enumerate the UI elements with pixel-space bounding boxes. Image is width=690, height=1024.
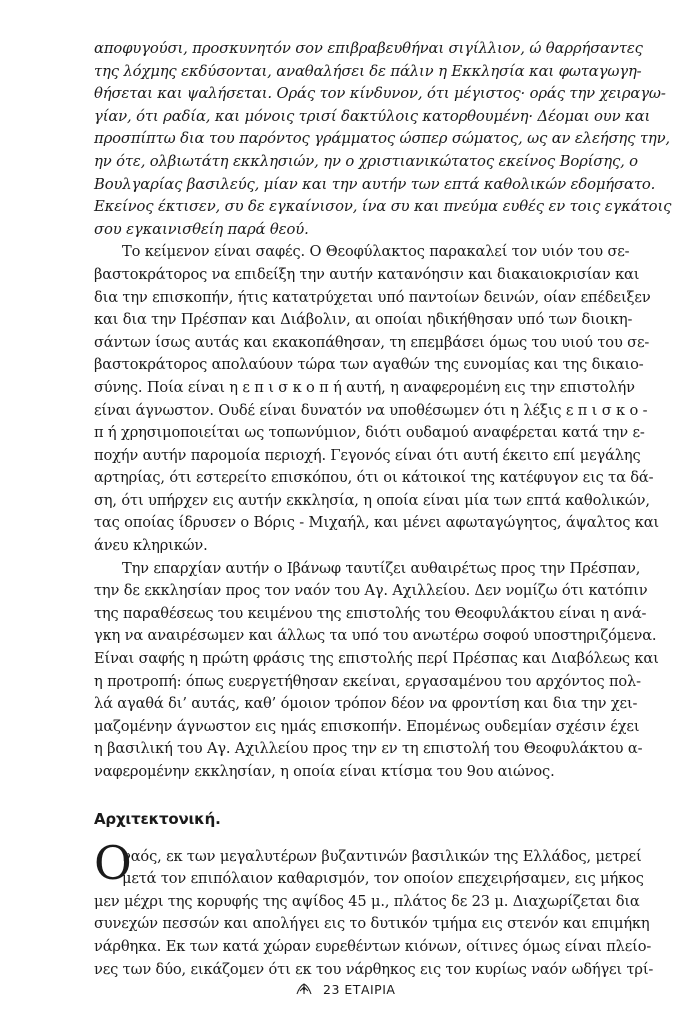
text-line: σάντων ίσως αυτάς και εκακοπάθησαν, τη επεμβάσει όμως του υιού του σε- (94, 333, 650, 351)
text-line: βαστοκράτορος απολαύουν τώρα των αγαθών της ευνομίας και της δικαιο- (94, 356, 644, 374)
page-footer (0, 982, 690, 997)
text-line: νες των δύο, εικάζομεν ότι εκ του νάρθηκος εις τον κυρίως ναόν ωδήγει τρί- (94, 960, 654, 978)
text-line: σου εγκαινισθείη παρά θεού. (94, 220, 309, 238)
text-line: ην ότε, ολβιωτάτη εκκλησιών, ην ο χριστιανικώτατος εκείνος Βορίσης, ο (94, 152, 638, 170)
text-line: Το κείμενον είναι σαφές. Ο Θεοφύλακτος παρακαλεί τον υιόν του σε- (122, 243, 630, 261)
text-line: τας οποίας ίδρυσεν ο Βόρις - Μιχαήλ, και μένει αφωταγώγητος, άψαλτος και (94, 514, 659, 532)
quoted-letter-excerpt (94, 38, 672, 241)
text-line: αποφυγούσι, προσκυνητόν σον επιβραβευθήναι σιγίλλιον, ώ θαρρήσαντες (94, 40, 643, 57)
text-line: νάρθηκα. Εκ των κατά χώραν ευρεθέντων κιόνων, οίτινες όμως είναι πλείο- (94, 937, 652, 955)
text-line: μεν μέχρι της κορυφής της αψίδος 45 μ., πλάτος δε 23 μ. Διαχωρίζεται δια (94, 892, 640, 910)
text-line: την δε εκκλησίαν προς τον ναόν του Αγ. Αχιλλείου. Δεν νομίζω ότι κατόπιν (94, 582, 648, 600)
architecture-section (94, 835, 654, 982)
text-line: της παραθέσεως του κειμένου της επιστολής του Θεοφυλάκτου είναι η ανά- (94, 604, 647, 622)
ornament-icon (295, 982, 313, 996)
text-line: Την επαρχίαν αυτήν ο Ιβάνωφ ταυτίζει αυθαιρέτως προς την Πρέσπαν, (122, 559, 641, 577)
drop-cap: Ο (94, 835, 132, 890)
text-line: άνευ κληρικών. (94, 537, 208, 555)
text-line: αρτηρίας, ότι εστερείτο επισκόπου, ότι οι κάτοικοί της κατέφυγον εις τα δά- (94, 469, 654, 487)
paragraph-commentary (94, 241, 659, 557)
text-line: Εκείνος έκτισεν, συ δε εγκαίνισον, ίνα συ και πνεύμα ευθές εν τοις εγκάτοις (94, 198, 672, 216)
page-body (94, 38, 672, 981)
text-line: ση, ότι υπήρχεν εις αυτήν εκκλησία, η οποία είναι μία των επτά καθολικών, (94, 491, 650, 509)
text-line: π ή χρησιμοποιείται ως τοπωνύμιον, διότι ουδαμού αναφέρεται κατά την ε- (94, 424, 645, 442)
text-line: της λόχμης εκδύσονται, αναθαλήσει δε πάλιν η Εκκλησία και φωταγωγη- (94, 62, 642, 80)
paragraph-architecture (94, 846, 654, 982)
text-line: συνεχών πεσσών και απολήγει εις το δυτικόν τμήμα εις στενόν και επιμήκη (94, 915, 650, 933)
text-line: θήσεται και ψαλήσεται. Οράς τον κίνδυνον, ότι μέγιστος· οράς την χειραγω- (94, 85, 666, 103)
text-line: ποχήν αυτήν παρομοία περιοχή. Γεγονός είναι ότι αυτή έκειτο επί μεγάλης (94, 446, 641, 464)
text-line: σύνης. Ποία είναι η ε π ι σ κ ο π ή αυτή, η αναφερομένη εις την επιστολήν (94, 378, 635, 396)
section-heading: Αρχιτεκτονική. (94, 809, 221, 828)
text-line: δια την επισκοπήν, ήτις κατατρύχεται υπό παντοίων δεινών, οίαν επέδειξεν (94, 288, 651, 306)
text-line: Βουλγαρίας βασιλεύς, μίαν και την αυτήν των επτά καθολικών εδομήσατο. (94, 175, 656, 193)
text-line: μαζομένην άγνωστον εις ημάς επισκοπήν. Επομένως ουδεμίαν σχέσιν έχει (94, 717, 640, 735)
text-line: λά αγαθά δι’ αυτάς, καθ’ όμοιον τρόπον δέον να φροντίση και δια την χει- (94, 695, 638, 713)
text-line: ναφερομένην εκκλησίαν, η οποία είναι κτίσμα του 9ου αιώνος. (94, 763, 555, 780)
text-line: είναι άγνωστον. Ουδέ είναι δυνατόν να υποθέσωμεν ότι η λέξις ε π ι σ κ ο - (94, 401, 648, 419)
text-line: η προτροπή: όπως ευεργετήθησαν εκείναι, εργασαμένου του αρχόντος πολ- (94, 672, 641, 690)
text-line: και δια την Πρέσπαν και Διάβολιν, αι οποίαι ηδικήθησαν υπό των διοικη- (94, 311, 633, 329)
text-line: γίαν, ότι ραδία, και μόνοις τρισί δακτύλοις κατορθουμένη· Δέομαι ουν και (94, 107, 651, 125)
text-line: βαστοκράτορος να επιδείξη την αυτήν κατανόησιν και διακαιοκρισίαν και (94, 265, 640, 283)
text-line: Είναι σαφής η πρώτη φράσις της επιστολής περί Πρέσπας και Διαβόλεως και (94, 650, 659, 668)
page-number: 23 (323, 982, 340, 997)
footer-label: ΕΤΑΙΡΙΑ (344, 982, 396, 997)
text-line: μετά τον επιπόλαιον καθαρισμόν, τον οποίον επεχειρήσαμεν, εις μήκος (122, 870, 644, 888)
text-line: η βασιλική του Αγ. Αχιλλείου προς την εν τη επιστολή του Θεοφυλάκτου α- (94, 740, 643, 758)
text-line: προσπίπτω δια του παρόντος γράμματος ώσπερ σώματος, ως αν ελεήσης την, (94, 130, 670, 148)
paragraph-ivanov (94, 558, 659, 784)
text-line: γκη να αναιρέσωμεν και άλλως τα υπό του ανωτέρω σοφού υποστηριζόμενα. (94, 627, 657, 645)
text-line: ναός, εκ των μεγαλυτέρων βυζαντινών βασιλικών της Ελλάδος, μετρεί (122, 847, 642, 865)
